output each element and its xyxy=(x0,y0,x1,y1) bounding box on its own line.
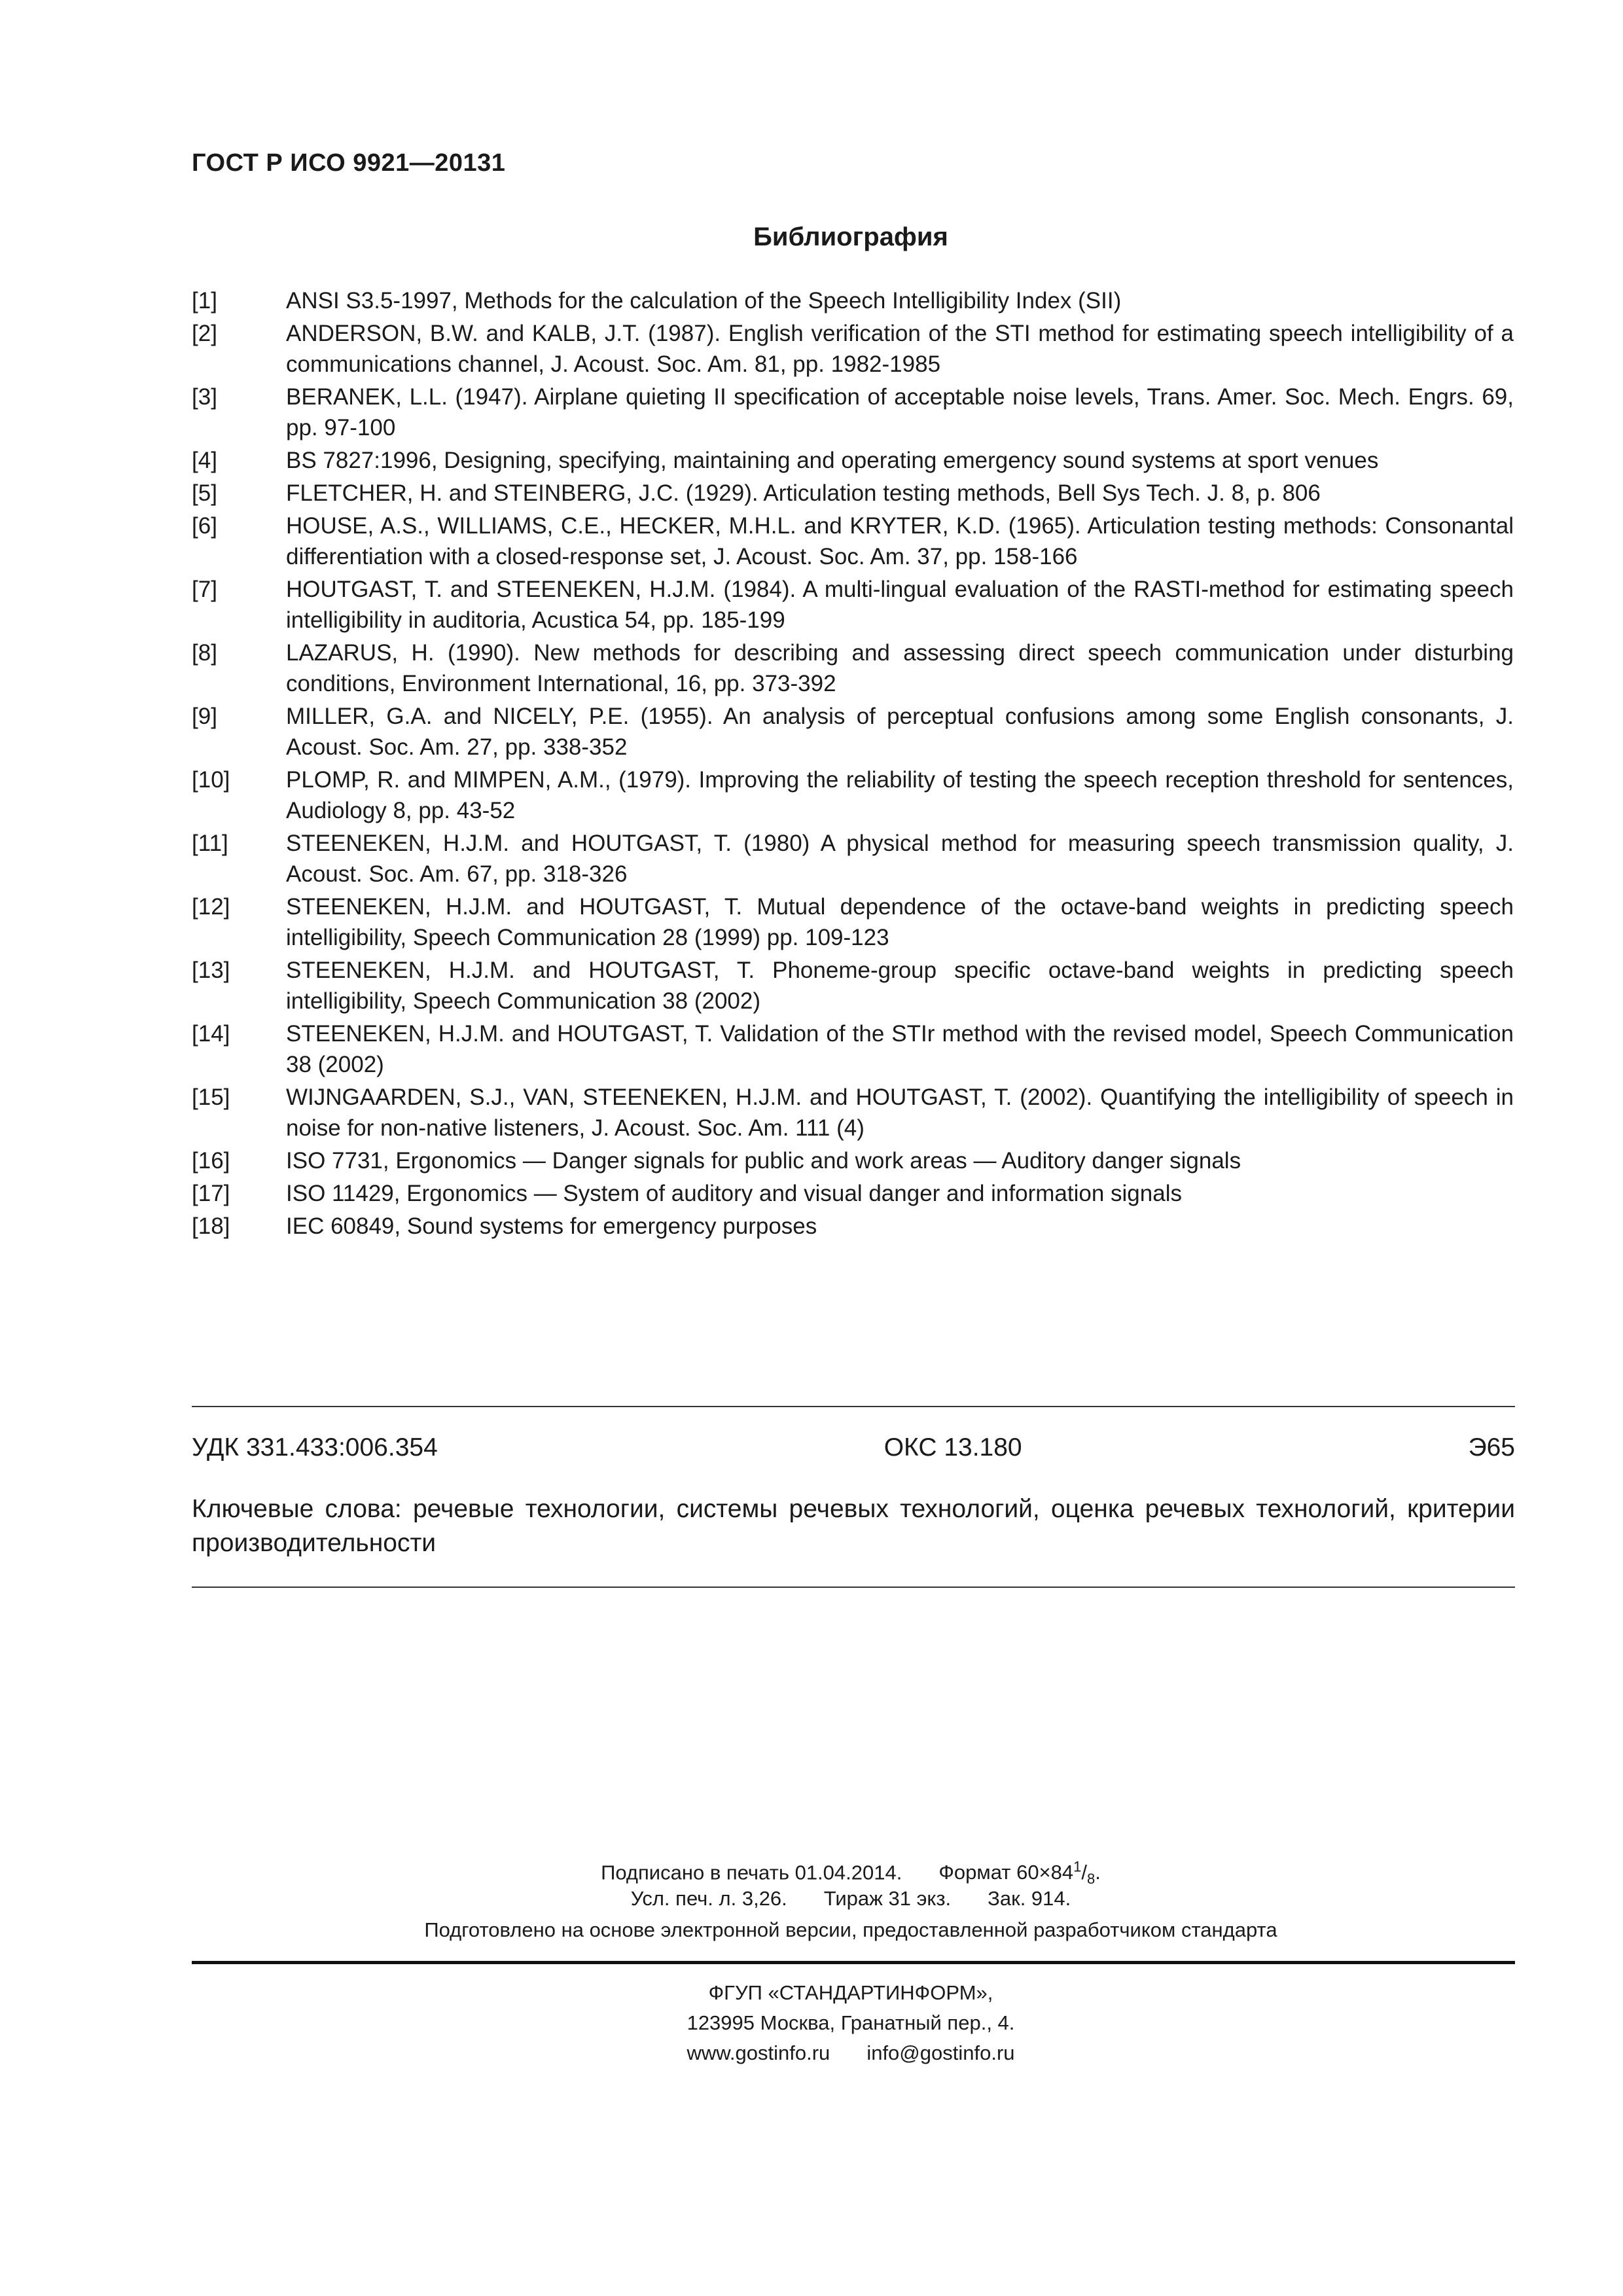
bibliography-number: [9] xyxy=(192,704,217,729)
bibliography-item xyxy=(192,637,1514,699)
group-code: Э65 xyxy=(1468,1433,1515,1462)
bibliography-item xyxy=(192,1018,1514,1080)
bibliography-item xyxy=(192,285,1514,316)
format-info: Формат $60\times 84^1/_8$. xyxy=(938,1859,1101,1888)
bibliography-number: [16] xyxy=(192,1148,230,1174)
imprint-line-3: Подготовлено на основе электронной версии, предоставленной разработчиком стандарта xyxy=(424,1918,1277,1941)
bibliography-text: STEENEKEN, H.J.M. and HOUTGAST, T. Validation of the STIr method with the revised model, Speech Communication 38 (2002) xyxy=(286,1021,1514,1077)
publisher-address: 123995 Москва, Гранатный пер., 4. xyxy=(687,2011,1015,2034)
bibliography-item xyxy=(192,764,1514,826)
bibliography-number: [17] xyxy=(192,1181,230,1206)
bibliography-text: ISO 7731, Ergonomics — Danger signals for public and work areas — Auditory danger signals xyxy=(286,1148,1241,1174)
bibliography-number: [11] xyxy=(192,831,228,856)
bibliography-item xyxy=(192,1145,1514,1176)
bibliography-text: ANDERSON, B.W. and KALB, J.T. (1987). English verification of the STI method for estimating speech intelligibility of a communications channel, J. Acoust. Soc. Am. 81, pp. 1982-1985 xyxy=(286,321,1514,377)
bibliography-text: ISO 11429, Ergonomics — System of auditory and visual danger and information signals xyxy=(286,1181,1182,1206)
bibliography-item xyxy=(192,318,1514,380)
bibliography-item xyxy=(192,828,1514,889)
bibliography-number: [6] xyxy=(192,513,217,539)
bibliography-number: [8] xyxy=(192,640,217,666)
bibliography-number: [13] xyxy=(192,958,230,983)
publisher-name: ФГУП «СТАНДАРТИНФОРМ», xyxy=(708,1981,993,2004)
classification-row xyxy=(192,1433,1515,1462)
publisher-contacts xyxy=(0,2038,1623,2068)
website-link[interactable]: www.gostinfo.ru xyxy=(687,2041,830,2064)
bibliography-number: [14] xyxy=(192,1021,230,1047)
bibliography-text: ANSI S3.5-1997, Methods for the calculation of the Speech Intelligibility Index (SII) xyxy=(286,288,1122,314)
bibliography-number: [18] xyxy=(192,1213,230,1239)
bibliography-number: [3] xyxy=(192,384,217,410)
bibliography-number: [15] xyxy=(192,1085,230,1110)
bibliography-item xyxy=(192,382,1514,443)
bibliography-text: HOUTGAST, T. and STEENEKEN, H.J.M. (1984). A multi-lingual evaluation of the RASTI-method for estimating speech intelligibility in auditoria, Acustica 54, pp. 185-199 xyxy=(286,577,1514,633)
bibliography-text: HOUSE, A.S., WILLIAMS, C.E., HECKER, M.H.L. and KRYTER, K.D. (1965). Articulation testing methods: Consonantal differentiation with a closed-response set, J. Acoust. Soc. Am. 37, pp. 158-166 xyxy=(286,513,1514,569)
bibliography-item xyxy=(192,891,1514,953)
bibliography-number: [10] xyxy=(192,767,230,793)
document-code: ГОСТ Р ИСО 9921—20131 xyxy=(192,149,506,177)
bibliography-number: [7] xyxy=(192,577,217,602)
signed-date: Подписано в печать 01.04.2014. xyxy=(601,1861,902,1884)
separator-line xyxy=(192,1587,1515,1588)
bibliography-title: Библиография xyxy=(753,223,948,251)
bibliography-text: BERANEK, L.L. (1947). Airplane quieting II specification of acceptable noise levels, Trans. Amer. Soc. Mech. Engrs. 69, pp. 97-100 xyxy=(286,384,1514,440)
bibliography-number: [12] xyxy=(192,894,230,920)
bibliography-item xyxy=(192,1082,1514,1143)
bibliography-item xyxy=(192,445,1514,476)
bibliography-item xyxy=(192,701,1514,762)
bibliography-number: [1] xyxy=(192,288,217,314)
imprint-line-2 xyxy=(0,1884,1623,1914)
separator-line xyxy=(192,1406,1515,1407)
bibliography-text: STEENEKEN, H.J.M. and HOUTGAST, T. Phoneme-group specific octave-band weights in predicting speech intelligibility, Speech Communication 38 (2002) xyxy=(286,958,1514,1014)
bibliography-text: FLETCHER, H. and STEINBERG, J.C. (1929). Articulation testing methods, Bell Sys Tech. J. 8, p. 806 xyxy=(286,480,1321,506)
bibliography-list xyxy=(192,285,1514,1244)
bibliography-item xyxy=(192,511,1514,572)
bibliography-text: MILLER, G.A. and NICELY, P.E. (1955). An analysis of perceptual confusions among some English consonants, J. Acoust. Soc. Am. 27, pp. 338-352 xyxy=(286,704,1514,760)
printed-sheets: Усл. печ. л. 3,26. xyxy=(630,1887,787,1910)
keywords: Ключевые слова: речевые технологии, системы речевых технологий, оценка речевых технологий, критерии производительности xyxy=(192,1495,1515,1557)
bibliography-text: LAZARUS, H. (1990). New methods for describing and assessing direct speech communication under disturbing conditions, Environment International, 16, pp. 373-392 xyxy=(286,640,1514,696)
udc-code: УДК 331.433:006.354 xyxy=(192,1433,438,1462)
oks-code: ОКС 13.180 xyxy=(883,1433,1022,1462)
bibliography-text: BS 7827:1996, Designing, specifying, maintaining and operating emergency sound systems at sport venues xyxy=(286,448,1379,473)
bibliography-item xyxy=(192,574,1514,636)
bibliography-text: STEENEKEN, H.J.M. and HOUTGAST, T. Mutual dependence of the octave-band weights in predicting speech intelligibility, Speech Communication 28 (1999) pp. 109-123 xyxy=(286,894,1514,950)
bibliography-number: [4] xyxy=(192,448,217,473)
email-link[interactable]: info@gostinfo.ru xyxy=(866,2041,1015,2064)
separator-line-thick xyxy=(192,1961,1515,1964)
bibliography-item xyxy=(192,478,1514,509)
circulation: Тираж 31 экз. xyxy=(823,1887,952,1910)
bibliography-number: [2] xyxy=(192,321,217,346)
bibliography-text: IEC 60849, Sound systems for emergency purposes xyxy=(286,1213,817,1239)
bibliography-item xyxy=(192,955,1514,1016)
bibliography-item xyxy=(192,1178,1514,1209)
order-number: Зак. 914. xyxy=(988,1887,1071,1910)
bibliography-item xyxy=(192,1211,1514,1242)
bibliography-number: [5] xyxy=(192,480,217,506)
bibliography-text: PLOMP, R. and MIMPEN, A.M., (1979). Improving the reliability of testing the speech reception threshold for sentences, Audiology 8, pp. 43-52 xyxy=(286,767,1514,823)
bibliography-text: WIJNGAARDEN, S.J., VAN, STEENEKEN, H.J.M. and HOUTGAST, T. (2002). Quantifying the intelligibility of speech in noise for non-native listeners, J. Acoust. Soc. Am. 111 (4) xyxy=(286,1085,1514,1141)
bibliography-text: STEENEKEN, H.J.M. and HOUTGAST, T. (1980) A physical method for measuring speech transmission quality, J. Acoust. Soc. Am. 67, pp. 318-326 xyxy=(286,831,1514,887)
